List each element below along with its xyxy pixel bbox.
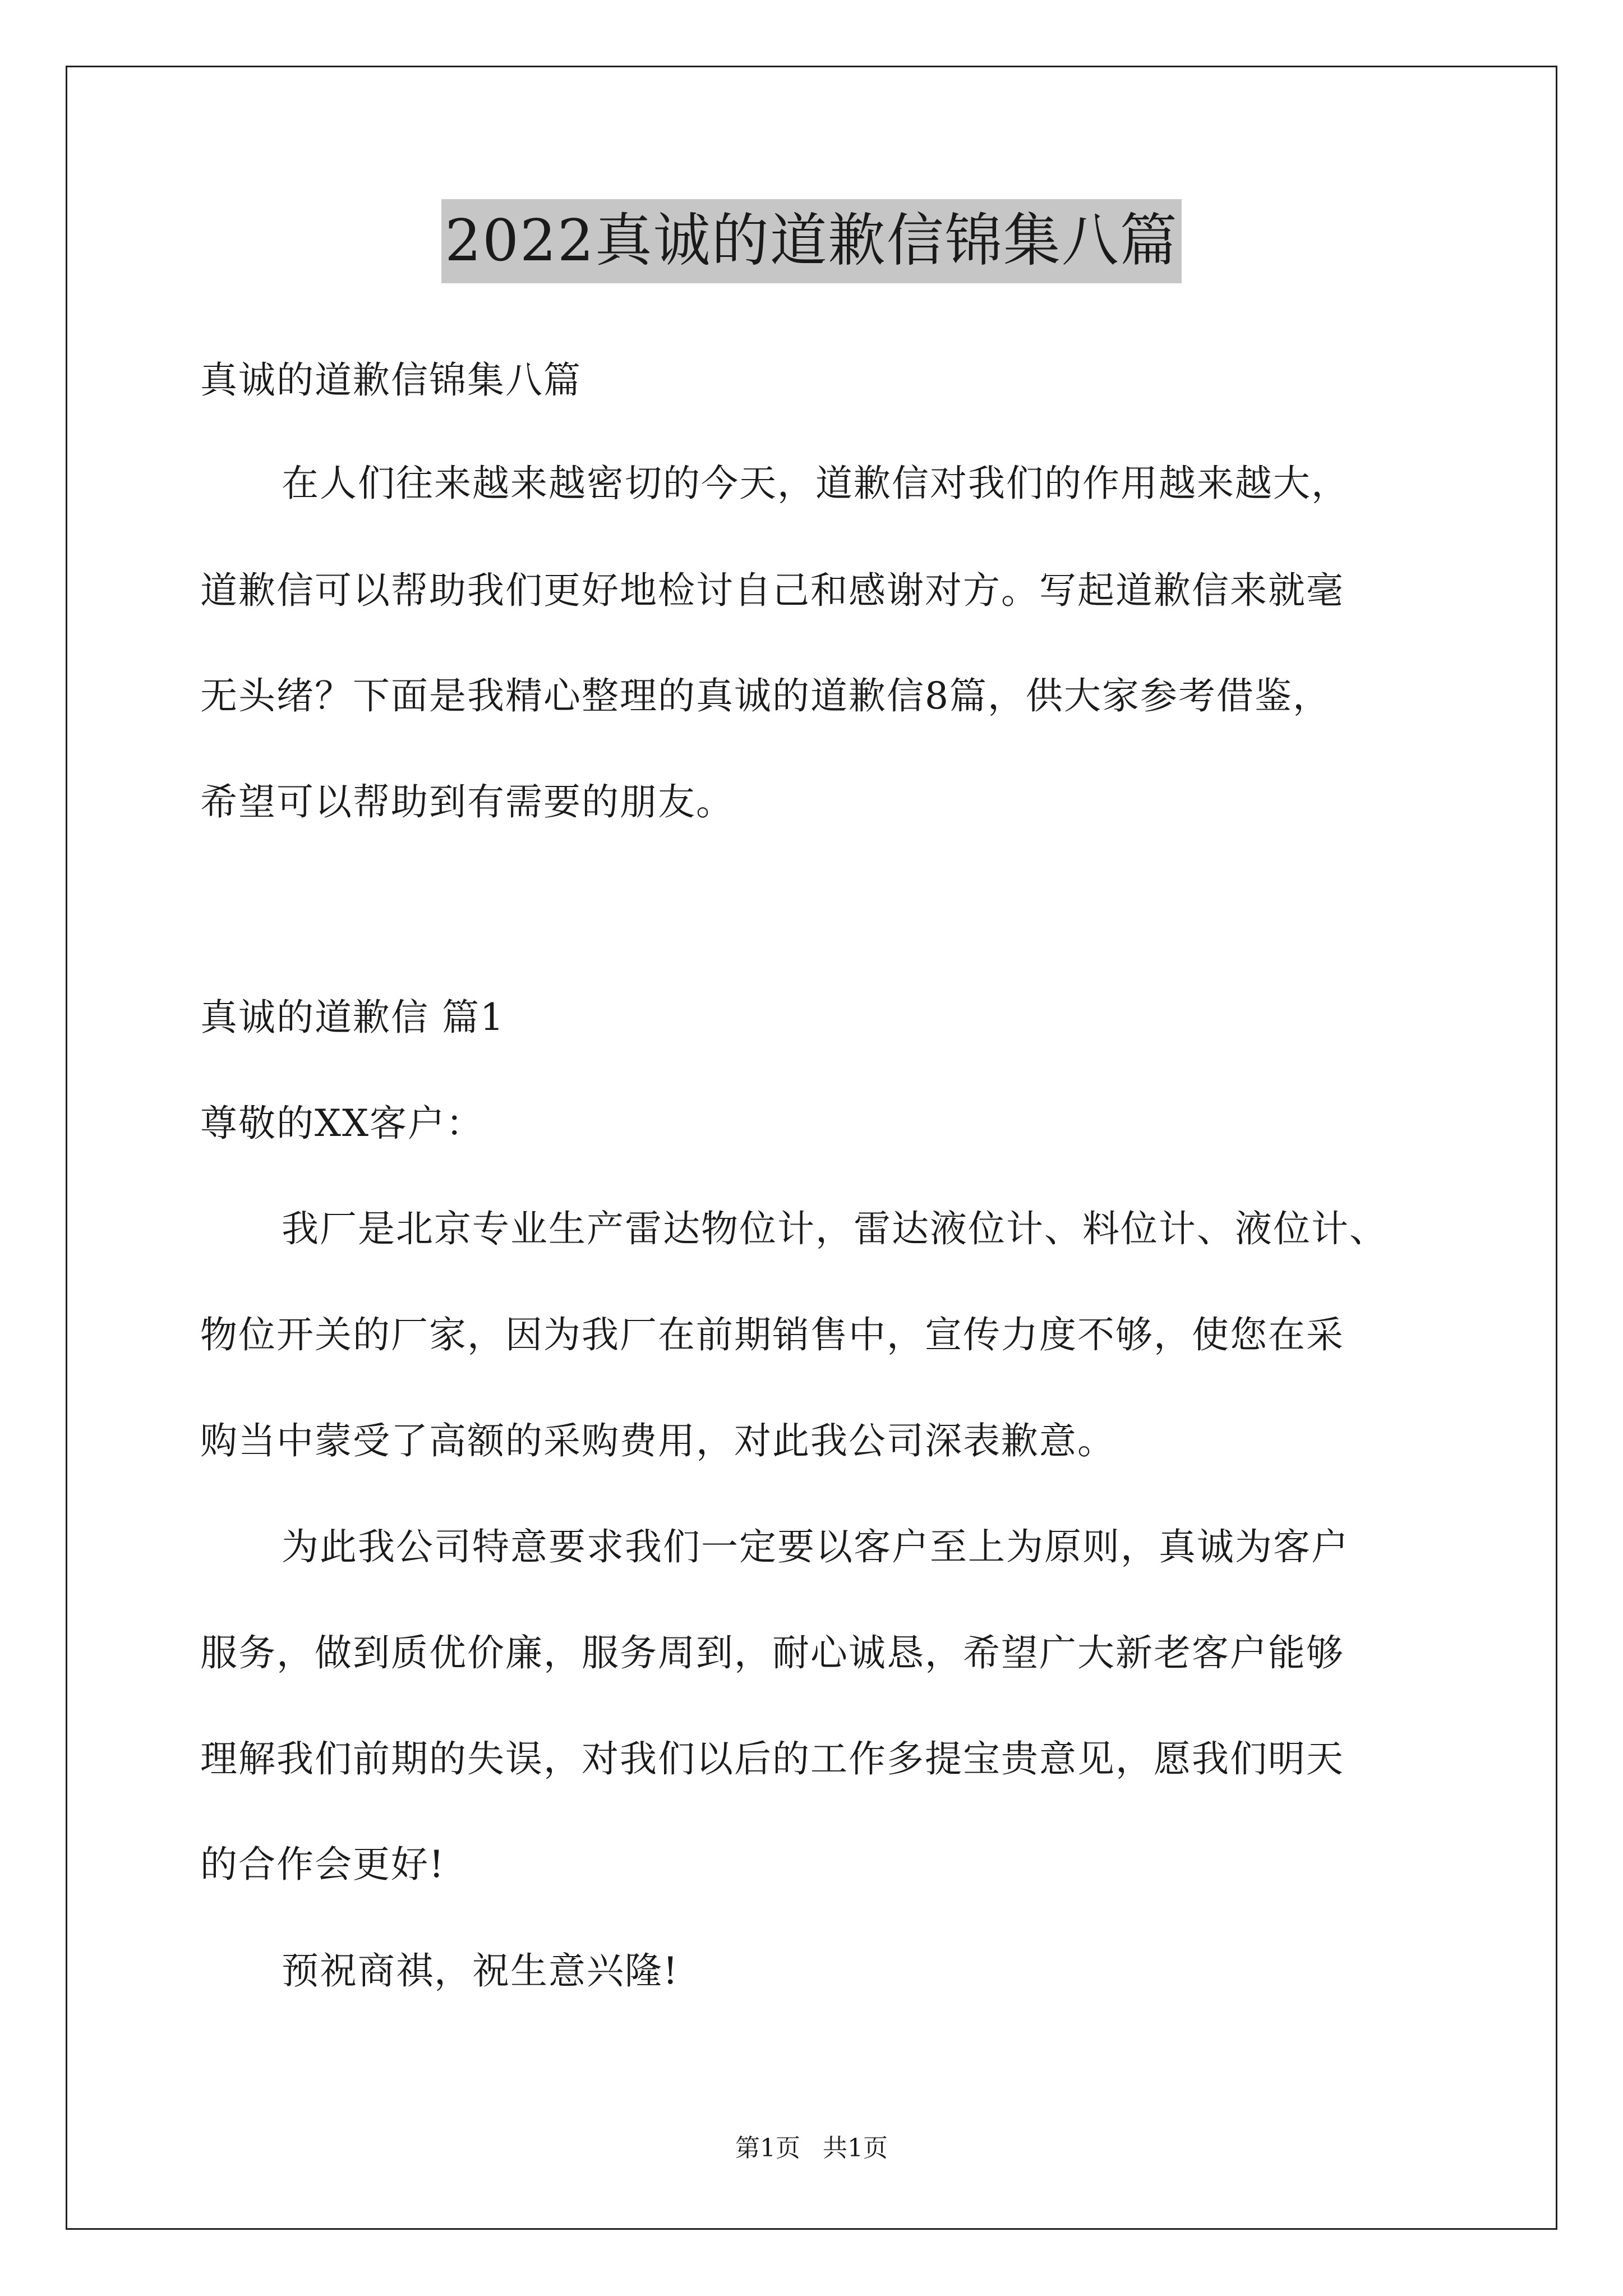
intro-line: 无头绪？下面是我精心整理的真诚的道歉信8篇，供大家参考借鉴， <box>200 674 1331 717</box>
paragraph2-line: 为此我公司特意要求我们一定要以客户至上为原则，真诚为客户 <box>282 1525 1349 1568</box>
closing-line: 预祝商祺，祝生意兴隆! <box>282 1949 679 1993</box>
document-title: 2022真诚的道歉信锦集八篇 <box>441 199 1182 283</box>
paragraph1-line: 我厂是北京专业生产雷达物位计，雷达液位计、料位计、液位计、 <box>282 1207 1387 1250</box>
paragraph1-line: 物位开关的厂家，因为我厂在前期销售中，宣传力度不够，使您在采 <box>200 1313 1344 1356</box>
document-subtitle: 真诚的道歉信锦集八篇 <box>200 358 582 402</box>
page-footer <box>0 2129 1623 2168</box>
page-total: 共1页 <box>823 2134 888 2162</box>
paragraph2-line: 服务，做到质优价廉，服务周到，耐心诚恳，希望广大新老客户能够 <box>200 1631 1344 1674</box>
salutation: 尊敬的XX客户： <box>200 1102 484 1145</box>
paragraph1-line: 购当中蒙受了高额的采购费用，对此我公司深表歉意。 <box>200 1419 1115 1462</box>
paragraph2-line: 理解我们前期的失误，对我们以后的工作多提宝贵意见，愿我们明天 <box>200 1737 1344 1780</box>
intro-line: 道歉信可以帮助我们更好地检讨自己和感谢对方。写起道歉信来就毫 <box>200 569 1344 612</box>
title-container <box>0 199 1623 283</box>
intro-line: 在人们往来越来越密切的今天，道歉信对我们的作用越来越大， <box>282 462 1349 505</box>
section-heading: 真诚的道歉信 篇1 <box>200 996 505 1039</box>
intro-line: 希望可以帮助到有需要的朋友。 <box>200 780 734 823</box>
paragraph2-line: 的合作会更好! <box>200 1843 445 1886</box>
page-number: 第1页 <box>735 2134 800 2162</box>
